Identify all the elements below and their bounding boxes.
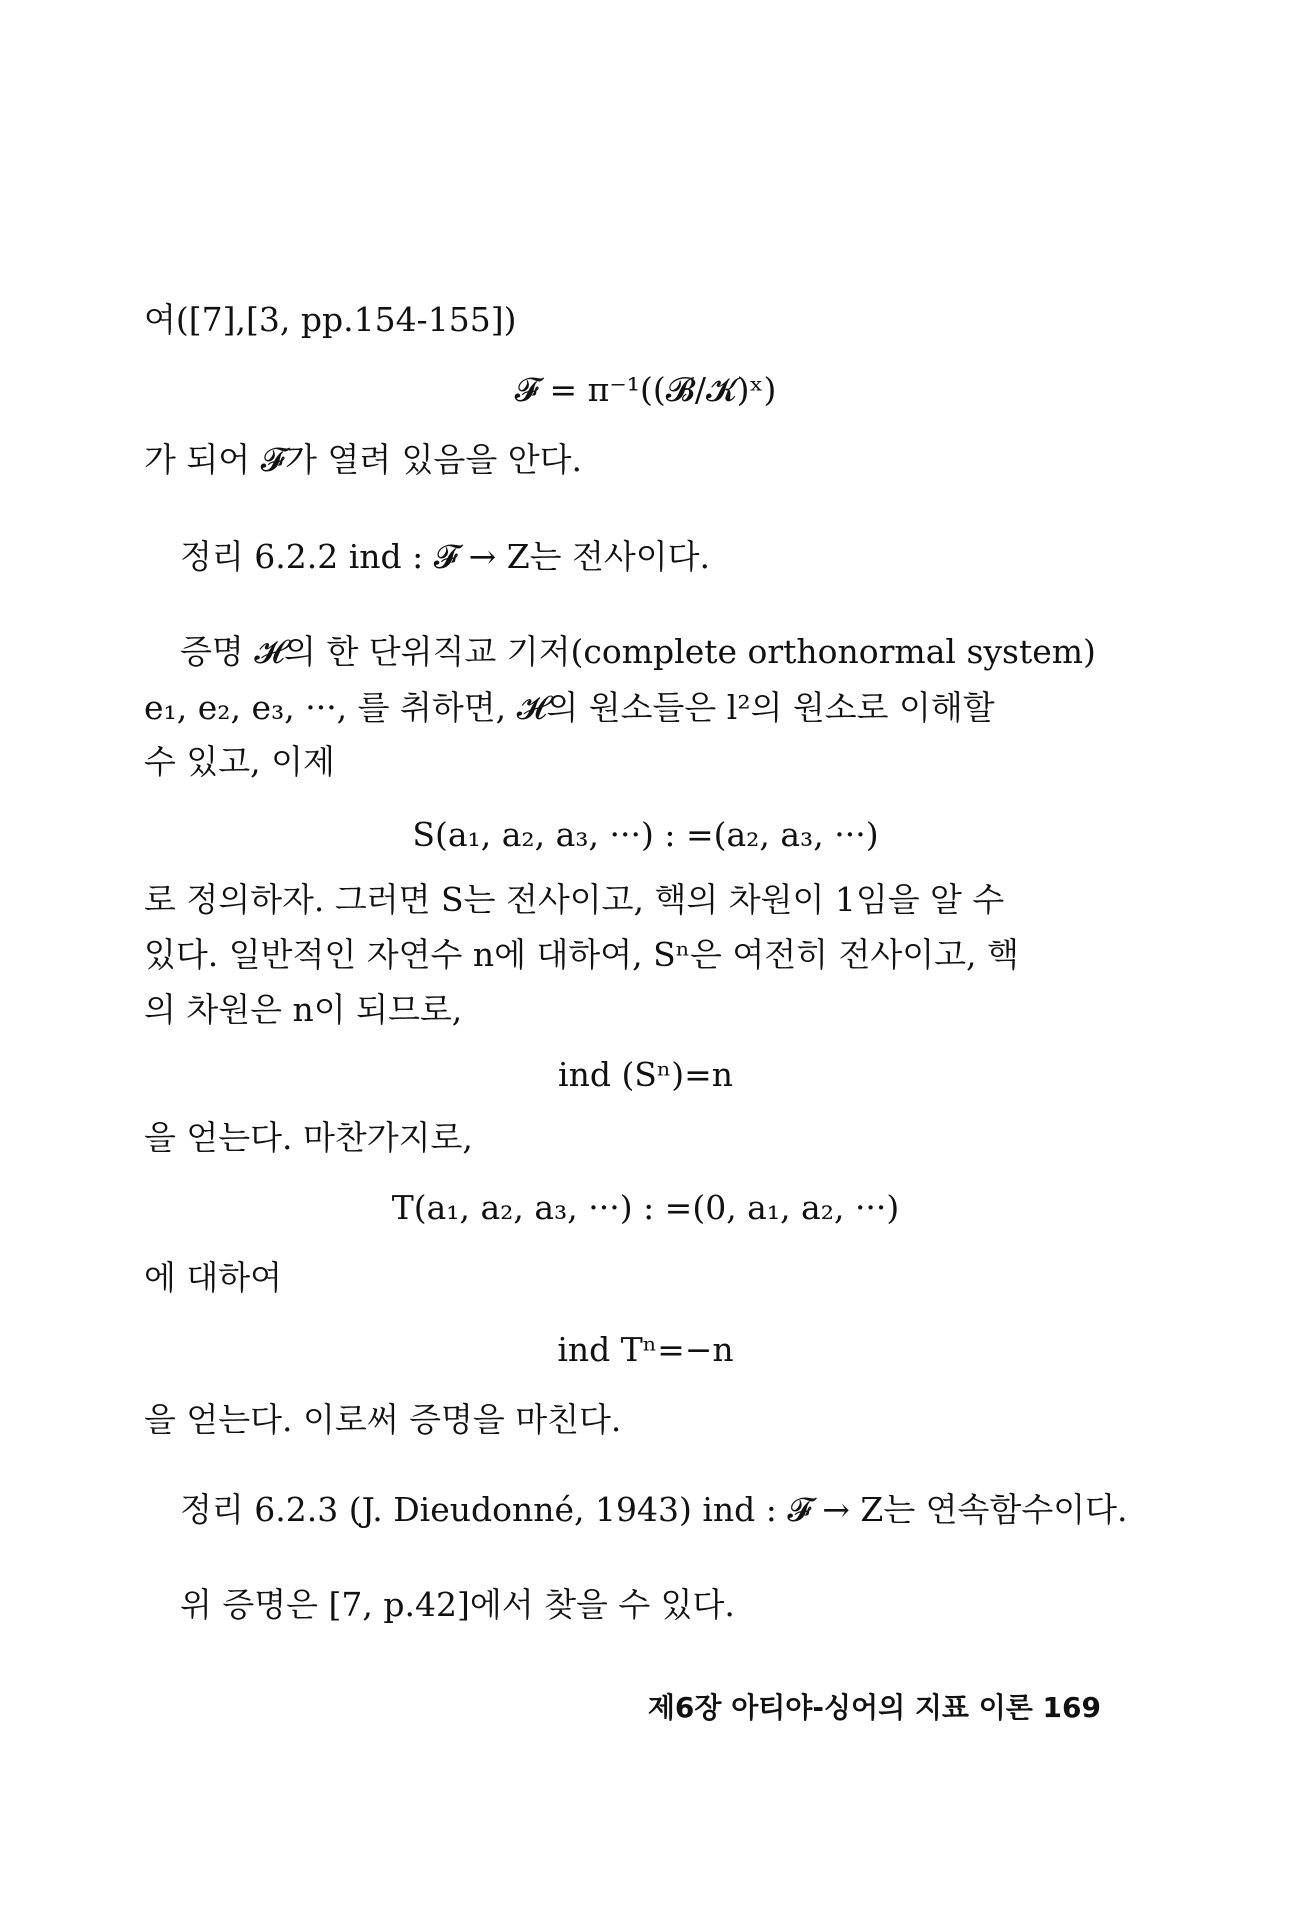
proof-line-3: 수 있고, 이제 — [144, 742, 335, 781]
equation-shift-t: T(a₁, a₂, a₃, ···) : =(0, a₁, a₂, ···) — [391, 1188, 900, 1227]
equation-ind-t: ind Tⁿ=−n — [557, 1330, 734, 1369]
equation-ind-s: ind (Sⁿ)=n — [558, 1055, 733, 1094]
text-line-1: 여([7],[3, pp.154-155]) — [144, 300, 517, 339]
proof-line-2: e₁, e₂, e₃, ···, 를 취하면, 𝓗의 원소들은 l²의 원소로 이해할 — [144, 688, 995, 727]
proof-line-4: 로 정의하자. 그러면 S는 전사이고, 핵의 차원이 1임을 알 수 — [144, 880, 1005, 919]
proof-line-7: 을 얻는다. 마찬가지로, — [144, 1118, 473, 1157]
proof-line-5: 있다. 일반적인 자연수 n에 대하여, Sⁿ은 여전히 전사이고, 핵 — [144, 935, 1019, 974]
proof-line-1: 증명 𝓗의 한 단위직교 기저(complete orthonormal system) — [180, 632, 1096, 671]
reference-line: 위 증명은 [7, p.42]에서 찾을 수 있다. — [180, 1585, 735, 1624]
equation-1: 𝓕 = π⁻¹((𝓑/𝓚)ˣ) — [514, 370, 777, 409]
proof-line-9: 을 얻는다. 이로써 증명을 마친다. — [144, 1400, 622, 1439]
theorem-6-2-3: 정리 6.2.3 (J. Dieudonné, 1943) ind : 𝓕 → Z는 연속함수이다. — [180, 1490, 1128, 1529]
proof-line-8: 에 대하여 — [144, 1258, 283, 1297]
text-line-2: 가 되어 𝓕가 열려 있음을 안다. — [144, 440, 582, 479]
theorem-6-2-2: 정리 6.2.2 ind : 𝓕 → Z는 전사이다. — [180, 537, 711, 576]
equation-shift-s: S(a₁, a₂, a₃, ···) : =(a₂, a₃, ···) — [412, 815, 879, 854]
page-footer: 제6장 아티야-싱어의 지표 이론 169 — [647, 1691, 1101, 1724]
proof-line-6: 의 차원은 n이 되므로, — [144, 990, 463, 1029]
